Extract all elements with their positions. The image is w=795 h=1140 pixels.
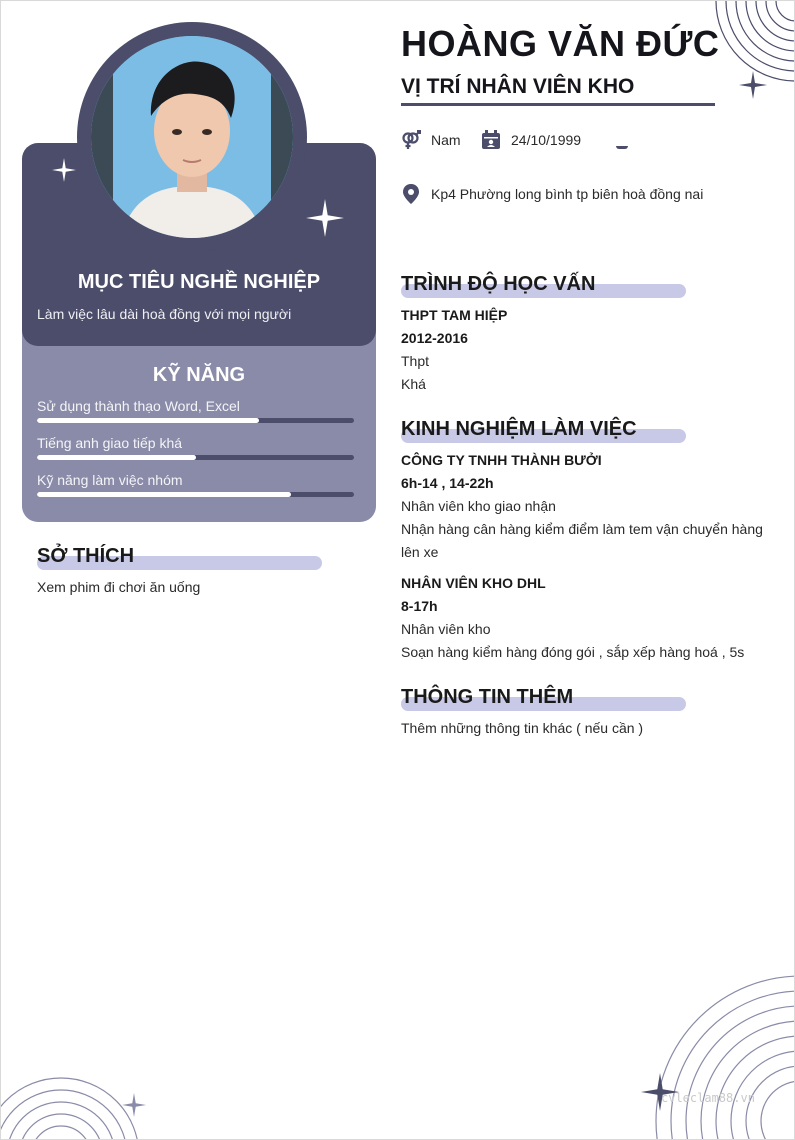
- skills-title: KỸ NĂNG: [152, 364, 246, 386]
- skill-name: Tiếng anh giao tiếp khá: [37, 435, 183, 451]
- skill-item: [37, 398, 355, 423]
- education-title: TRÌNH ĐỘ HỌC VẤN: [401, 273, 596, 295]
- skill-item: [37, 435, 355, 460]
- objective-title: MỤC TIÊU NGHỀ NGHIỆP: [77, 271, 321, 293]
- education-major: Thpt: [401, 353, 430, 369]
- extra-info-text: Thêm những thông tin khác ( nếu cần ): [401, 720, 644, 736]
- location-pin-icon: [401, 184, 421, 204]
- education-period: 2012-2016: [401, 330, 468, 346]
- hobbies-heading: [37, 545, 134, 568]
- skill-level-fill: [37, 418, 259, 423]
- job-position: VỊ TRÍ NHÂN VIÊN KHO: [401, 75, 635, 98]
- dropdown-mark: [616, 146, 628, 149]
- job-company: NHÂN VIÊN KHO DHL: [401, 575, 546, 591]
- job-time: 8-17h: [401, 598, 438, 614]
- hobbies-title: SỞ THÍCH: [37, 545, 135, 567]
- extra-info-heading: [401, 686, 573, 709]
- decorative-rings-bottom-right: [651, 961, 795, 1140]
- objective-text: Làm việc lâu dài hoà đồng với mọi người: [37, 306, 292, 322]
- job-description: Nhận hàng cân hàng kiểm điểm làm tem vận chuyển hàng: [401, 521, 763, 537]
- calendar-icon: [481, 130, 501, 150]
- portrait-photo: [91, 36, 293, 238]
- candidate-name: HOÀNG VĂN ĐỨC: [401, 23, 720, 64]
- skill-item: [37, 472, 355, 497]
- avatar: [91, 36, 293, 238]
- experience-heading: [401, 418, 637, 441]
- school-name: THPT TAM HIỆP: [401, 307, 508, 323]
- skill-name: Kỹ năng làm việc nhóm: [37, 472, 183, 488]
- job-time: 6h-14 , 14-22h: [401, 475, 494, 491]
- hobbies-text: Xem phim đi chơi ăn uống: [37, 579, 201, 595]
- sparkle-icon: [739, 71, 767, 99]
- skill-level-bar: [37, 455, 354, 460]
- education-heading: [401, 273, 595, 296]
- gender-icon: [401, 130, 421, 150]
- gender-value: Nam: [431, 132, 461, 148]
- position-underline: [401, 103, 715, 106]
- sparkle-icon: [122, 1093, 146, 1117]
- job-role: Nhân viên kho giao nhận: [401, 498, 556, 514]
- sparkle-icon: [52, 158, 76, 182]
- address-value: Kp4 Phường long bình tp biên hoà đồng nai: [431, 186, 704, 202]
- skill-level-fill: [37, 455, 196, 460]
- watermark: cvleclam88.vn: [661, 1091, 755, 1105]
- birthday-value: 24/10/1999: [511, 132, 582, 148]
- skill-name: Sử dụng thành thạo Word, Excel: [37, 398, 240, 414]
- education-grade: Khá: [401, 376, 426, 392]
- experience-title: KINH NGHIỆM LÀM VIỆC: [401, 418, 637, 440]
- job-company: CÔNG TY TNHH THÀNH BƯỞI: [401, 452, 602, 468]
- skill-level-fill: [37, 492, 291, 497]
- job-description: lên xe: [401, 544, 439, 560]
- skill-level-bar: [37, 492, 354, 497]
- skill-level-bar: [37, 418, 354, 423]
- sparkle-icon: [306, 199, 344, 237]
- job-role: Nhân viên kho: [401, 621, 491, 637]
- job-description: Soạn hàng kiểm hàng đóng gói , sắp xếp hàng hoá , 5s: [401, 644, 745, 660]
- extra-info-title: THÔNG TIN THÊM: [401, 686, 574, 708]
